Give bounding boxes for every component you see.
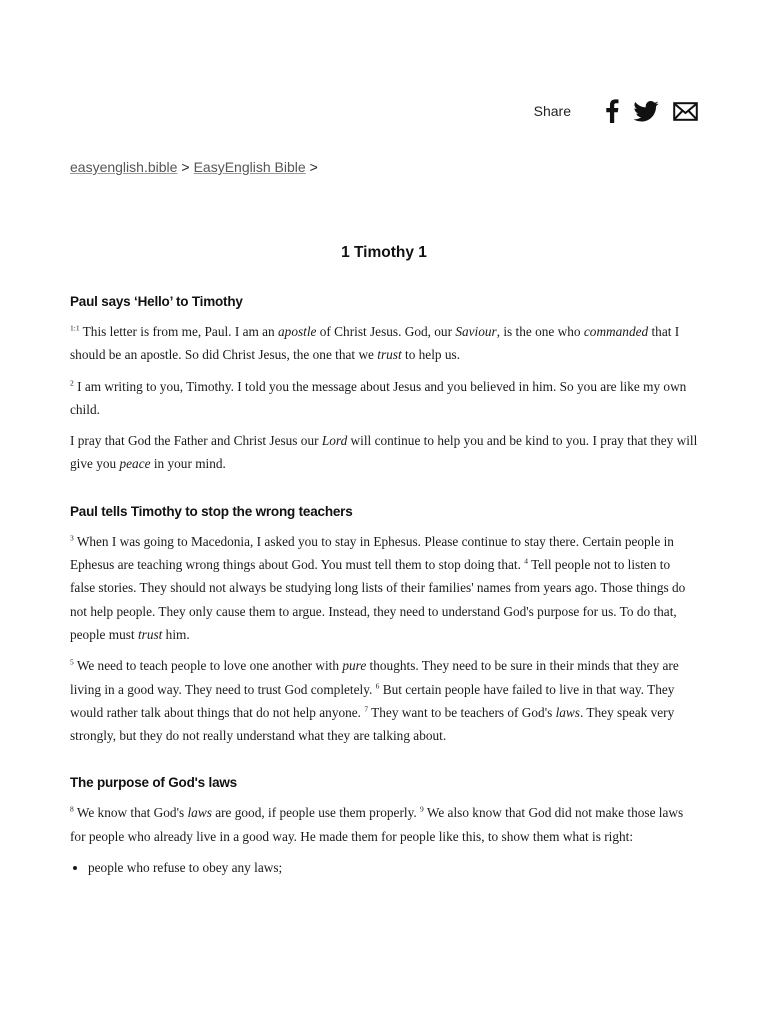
verse-text: him. (162, 626, 190, 642)
verse-text: of Christ Jesus. God, our (316, 324, 456, 339)
breadcrumb (70, 159, 322, 175)
verse-number: 1:1 (70, 323, 80, 333)
twitter-icon[interactable] (633, 101, 659, 122)
section-spacer (70, 484, 698, 504)
glossary-word: trust (137, 626, 163, 642)
section-heading: The purpose of God's laws (70, 775, 237, 791)
chapter-content (70, 244, 698, 879)
list-item: • people who refuse to obey any laws; (88, 856, 698, 879)
breadcrumb-link-home[interactable]: easyenglish.bible (70, 159, 178, 175)
share-label: Share (533, 103, 571, 119)
verse-text: are good, if people use them properly. (211, 805, 421, 821)
verse-text: This letter is from me, Paul. I am an (79, 324, 279, 339)
glossary-word: trust (377, 347, 402, 363)
verse-number: 3 (70, 533, 74, 543)
verse-text: When I was going to Macedonia, I asked you to stay in Ephesus. Please continue to stay there. Certain people in Ephesus are teaching wrong things about God. You must tell them to stop doing that. (70, 533, 674, 573)
section-spacer (70, 755, 698, 775)
verse-text: But certain people have failed to live in that way. They would rather talk about things that do not help anyone. (70, 681, 675, 720)
verse-text: I pray that God the Father and Christ Jesus our (70, 433, 322, 449)
verse-text: in your mind. (150, 456, 226, 472)
verse-text: We also know that God did not make those laws for people who already live in a good way. He made them for people like this, to show them what is right: (70, 805, 684, 844)
verse-text: that I should be an apostle. So did Christ Jesus, the one that we (70, 324, 680, 363)
email-icon[interactable] (673, 102, 698, 121)
verse-paragraph (70, 429, 698, 476)
page-title: 1 Timothy 1 (341, 244, 427, 261)
verse-text: Tell people not to listen to false stories. They should not always be studying long lists of their families' names from years ago. Those things do not help people. They only cause them to argue. Instead, they need to understand God's purpose for us. To do that, people must (70, 557, 686, 642)
section-heading: Paul tells Timothy to stop the wrong teachers (70, 503, 353, 519)
verse-number: 5 (70, 657, 74, 667)
verse-text: thoughts. They need to be sure in their minds that they are living in a good way. They need to trust God completely. (70, 658, 679, 697)
verse-number: 4 (524, 556, 529, 566)
verse-number: 7 (364, 704, 369, 714)
glossary-word: Saviour (455, 324, 497, 339)
verse-text: They want to be teachers of God's (368, 704, 556, 720)
verse-text: I am writing to you, Timothy. I told you the message about Jesus and you believed in him. So you are like my own child. (70, 378, 687, 417)
glossary-word: commanded (583, 324, 649, 339)
verse-text: We need to teach people to love one another with (73, 658, 343, 674)
glossary-word: laws (187, 805, 212, 821)
glossary-word: pure (342, 658, 367, 674)
glossary-word: apostle (278, 324, 317, 339)
verse-number: 2 (70, 378, 74, 388)
bullet-list (70, 856, 698, 879)
glossary-word: laws (555, 704, 580, 720)
verse-text: . They speak very strongly, but they do not really understand what they are talking about. (70, 704, 675, 744)
verse-paragraph (70, 530, 698, 646)
breadcrumb-link-bible[interactable]: EasyEnglish Bible (193, 159, 306, 175)
glossary-word: Lord (321, 433, 348, 449)
verse-text: We know that God's (73, 805, 188, 821)
verse-number: 8 (70, 805, 74, 815)
share-bar (534, 96, 698, 126)
verse-paragraph (70, 801, 698, 848)
section-heading: Paul says ‘Hello’ to Timothy (70, 294, 243, 309)
verse-text: will continue to help you and be kind to you. I pray that they will give you (70, 433, 698, 472)
sections-container (70, 294, 698, 879)
breadcrumb-separator: > (181, 159, 190, 175)
verse-number: 6 (375, 681, 380, 691)
verse-text: , is the one who (496, 324, 584, 339)
verse-paragraph (70, 375, 698, 422)
facebook-icon[interactable] (605, 99, 619, 123)
verse-paragraph (70, 320, 698, 367)
verse-text: to help us. (401, 347, 461, 363)
verse-paragraph (70, 654, 698, 747)
verse-number: 9 (420, 805, 424, 815)
glossary-word: peace (119, 456, 151, 472)
breadcrumb-separator: > (309, 159, 318, 175)
